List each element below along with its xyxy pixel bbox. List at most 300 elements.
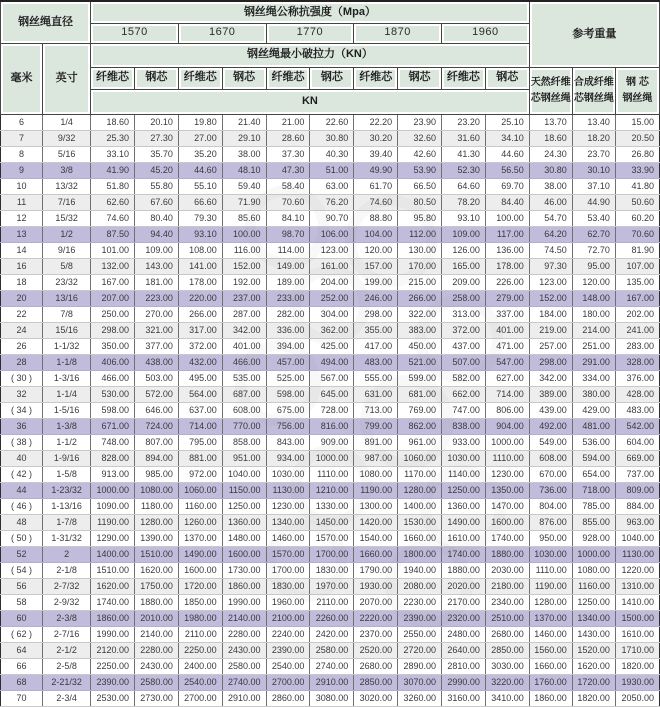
col-header-fiber-core: 纤维芯 xyxy=(442,67,486,89)
cell-value: 167.00 xyxy=(91,274,135,290)
col-header-min-break: 钢丝绳最小破拉力（KN） xyxy=(91,43,530,67)
cell-mm: 60 xyxy=(1,610,43,626)
cell-value: 298.00 xyxy=(91,322,135,338)
cell-value: 645.00 xyxy=(310,386,354,402)
cell-mm: 24 xyxy=(1,322,43,338)
cell-value: 80.50 xyxy=(398,194,442,210)
cell-value: 2110.00 xyxy=(178,626,222,642)
cell-value: 49.90 xyxy=(354,162,398,178)
cell-mm: 36 xyxy=(1,418,43,434)
cell-value: 432.00 xyxy=(178,354,222,370)
cell-value: 1360.00 xyxy=(442,498,486,514)
col-header-inch: 英寸 xyxy=(43,43,91,114)
cell-value: 84.10 xyxy=(266,210,310,226)
cell-value: 108.00 xyxy=(178,242,222,258)
cell-value: 1930.00 xyxy=(615,674,659,690)
cell-value: 13.70 xyxy=(529,114,572,130)
cell-inch: 1-13/16 xyxy=(43,498,91,514)
cell-value: 1450.00 xyxy=(310,514,354,530)
cell-value: 2850.00 xyxy=(485,642,529,658)
cell-value: 41.80 xyxy=(615,178,659,194)
cell-value: 1820.00 xyxy=(615,658,659,674)
cell-value: 608.00 xyxy=(529,450,572,466)
cell-value: 226.00 xyxy=(485,274,529,290)
cell-value: 126.00 xyxy=(442,242,486,258)
cell-value: 223.00 xyxy=(134,290,178,306)
cell-value: 47.30 xyxy=(266,162,310,178)
cell-value: 48.10 xyxy=(222,162,266,178)
cell-value: 3220.00 xyxy=(485,674,529,690)
cell-inch: 2 xyxy=(43,546,91,562)
cell-value: 394.00 xyxy=(266,338,310,354)
col-header-strength: 钢丝绳公称抗强度（Mpa） xyxy=(91,1,530,23)
cell-value: 27.00 xyxy=(178,130,222,146)
cell-value: 251.00 xyxy=(572,338,615,354)
cell-value: 1610.00 xyxy=(442,530,486,546)
cell-value: 51.00 xyxy=(310,162,354,178)
cell-value: 22.20 xyxy=(354,114,398,130)
cell-value: 33.90 xyxy=(615,162,659,178)
cell-inch: 1-31/32 xyxy=(43,530,91,546)
cell-value: 30.10 xyxy=(572,162,615,178)
cell-value: 1820.00 xyxy=(572,690,615,706)
label-line: 钢 芯 xyxy=(626,77,649,88)
cell-inch: 1-5/16 xyxy=(43,402,91,418)
cell-value: 44.60 xyxy=(485,146,529,162)
cell-value: 838.00 xyxy=(442,418,486,434)
cell-value: 1720.00 xyxy=(178,578,222,594)
cell-value: 130.00 xyxy=(398,242,442,258)
table-row xyxy=(1,338,660,354)
cell-value: 2020.00 xyxy=(442,578,486,594)
table-row xyxy=(1,178,660,194)
cell-value: 494.00 xyxy=(310,354,354,370)
cell-value: 1250.00 xyxy=(442,482,486,498)
cell-value: 1290.00 xyxy=(91,530,135,546)
cell-value: 2240.00 xyxy=(266,626,310,642)
col-header-steel-core: 钢芯 xyxy=(310,67,354,89)
cell-value: 809.00 xyxy=(615,482,659,498)
cell-value: 38.00 xyxy=(222,146,266,162)
cell-value: 2540.00 xyxy=(178,674,222,690)
cell-value: 535.00 xyxy=(222,370,266,386)
cell-mm: 22 xyxy=(1,306,43,322)
cell-value: 322.00 xyxy=(398,306,442,322)
cell-value: 337.00 xyxy=(485,306,529,322)
cell-value: 1130.00 xyxy=(266,482,310,498)
cell-value: 104.00 xyxy=(354,226,398,242)
table-row xyxy=(1,258,660,274)
table-row xyxy=(1,642,660,658)
cell-value: 71.90 xyxy=(222,194,266,210)
cell-inch: 15/16 xyxy=(43,322,91,338)
cell-value: 298.00 xyxy=(529,354,572,370)
cell-value: 714.00 xyxy=(178,418,222,434)
cell-value: 380.00 xyxy=(572,386,615,402)
cell-value: 1060.00 xyxy=(398,450,442,466)
cell-value: 62.70 xyxy=(572,226,615,242)
cell-inch: 9/16 xyxy=(43,242,91,258)
cell-value: 31.60 xyxy=(442,130,486,146)
cell-value: 23.90 xyxy=(398,114,442,130)
cell-value: 785.00 xyxy=(572,498,615,514)
cell-value: 112.00 xyxy=(398,226,442,242)
cell-value: 220.00 xyxy=(178,290,222,306)
cell-value: 1930.00 xyxy=(354,578,398,594)
cell-value: 107.00 xyxy=(615,258,659,274)
cell-inch: 2-1/2 xyxy=(43,642,91,658)
cell-value: 100.00 xyxy=(485,210,529,226)
cell-value: 250.00 xyxy=(91,306,135,322)
cell-mm: 26 xyxy=(1,338,43,354)
cell-value: 1310.00 xyxy=(615,578,659,594)
cell-value: 61.70 xyxy=(354,178,398,194)
cell-value: 608.00 xyxy=(222,402,266,418)
cell-value: 355.00 xyxy=(354,322,398,338)
cell-value: 24.30 xyxy=(529,146,572,162)
cell-value: 2260.00 xyxy=(310,610,354,626)
cell-value: 1620.00 xyxy=(572,658,615,674)
cell-inch: 9/32 xyxy=(43,130,91,146)
cell-value: 669.00 xyxy=(615,450,659,466)
col-header-steel-core-rope xyxy=(615,67,659,114)
cell-value: 1110.00 xyxy=(310,466,354,482)
cell-value: 737.00 xyxy=(615,466,659,482)
cell-value: 714.00 xyxy=(485,386,529,402)
cell-value: 627.00 xyxy=(485,370,529,386)
cell-value: 3070.00 xyxy=(398,674,442,690)
cell-mm: 18 xyxy=(1,274,43,290)
table-row xyxy=(1,418,660,434)
cell-value: 328.00 xyxy=(615,354,659,370)
cell-value: 3410.00 xyxy=(485,690,529,706)
cell-value: 120.00 xyxy=(354,242,398,258)
cell-value: 34.10 xyxy=(485,130,529,146)
cell-value: 862.00 xyxy=(398,418,442,434)
cell-value: 1700.00 xyxy=(266,562,310,578)
cell-value: 1720.00 xyxy=(572,674,615,690)
cell-value: 681.00 xyxy=(398,386,442,402)
cell-value: 136.00 xyxy=(485,242,529,258)
cell-value: 2580.00 xyxy=(134,674,178,690)
cell-value: 521.00 xyxy=(398,354,442,370)
cell-value: 72.70 xyxy=(572,242,615,258)
cell-value: 170.00 xyxy=(398,258,442,274)
cell-value: 2180.00 xyxy=(485,578,529,594)
cell-value: 1510.00 xyxy=(91,562,135,578)
cell-value: 2400.00 xyxy=(178,658,222,674)
table-row xyxy=(1,242,660,258)
cell-value: 594.00 xyxy=(572,450,615,466)
cell-value: 2580.00 xyxy=(222,658,266,674)
cell-inch: 1-3/8 xyxy=(43,418,91,434)
cell-inch: 2-1/8 xyxy=(43,562,91,578)
cell-value: 59.40 xyxy=(222,178,266,194)
cell-value: 1740.00 xyxy=(485,530,529,546)
cell-value: 1540.00 xyxy=(354,530,398,546)
cell-value: 1740.00 xyxy=(91,594,135,610)
cell-inch: 1/2 xyxy=(43,226,91,242)
cell-value: 97.30 xyxy=(529,258,572,274)
cell-value: 157.00 xyxy=(354,258,398,274)
cell-value: 928.00 xyxy=(572,530,615,546)
cell-inch: 2-3/8 xyxy=(43,610,91,626)
cell-value: 951.00 xyxy=(222,450,266,466)
cell-value: 266.00 xyxy=(398,290,442,306)
cell-value: 2850.00 xyxy=(354,674,398,690)
cell-value: 904.00 xyxy=(485,418,529,434)
cell-value: 377.00 xyxy=(134,338,178,354)
cell-value: 457.00 xyxy=(266,354,310,370)
cell-value: 20.10 xyxy=(134,114,178,130)
cell-inch: 1-9/16 xyxy=(43,450,91,466)
table-row xyxy=(1,530,660,546)
cell-value: 1400.00 xyxy=(91,546,135,562)
cell-value: 542.00 xyxy=(615,418,659,434)
cell-value: 84.40 xyxy=(485,194,529,210)
cell-value: 1250.00 xyxy=(222,498,266,514)
table-row xyxy=(1,466,660,482)
cell-value: 123.00 xyxy=(310,242,354,258)
cell-value: 1460.00 xyxy=(529,626,572,642)
cell-value: 109.00 xyxy=(134,242,178,258)
cell-value: 117.00 xyxy=(485,226,529,242)
cell-value: 401.00 xyxy=(485,322,529,338)
cell-value: 1600.00 xyxy=(222,546,266,562)
cell-value: 536.00 xyxy=(572,434,615,450)
cell-inch: 2-7/16 xyxy=(43,626,91,642)
cell-value: 219.00 xyxy=(529,322,572,338)
cell-value: 2640.00 xyxy=(442,642,486,658)
cell-value: 492.00 xyxy=(529,418,572,434)
cell-inch: 1-1/4 xyxy=(43,386,91,402)
cell-value: 1570.00 xyxy=(310,530,354,546)
cell-value: 1860.00 xyxy=(91,610,135,626)
cell-value: 1000.00 xyxy=(310,450,354,466)
cell-value: 799.00 xyxy=(354,418,398,434)
cell-value: 2010.00 xyxy=(134,610,178,626)
cell-value: 987.00 xyxy=(354,450,398,466)
cell-mm: ( 38 ) xyxy=(1,434,43,450)
cell-value: 30.20 xyxy=(354,130,398,146)
cell-value: 27.30 xyxy=(134,130,178,146)
cell-value: 909.00 xyxy=(310,434,354,450)
cell-mm: 9 xyxy=(1,162,43,178)
cell-value: 1700.00 xyxy=(310,546,354,562)
cell-value: 317.00 xyxy=(178,322,222,338)
cell-value: 1370.00 xyxy=(178,530,222,546)
cell-value: 55.80 xyxy=(134,178,178,194)
cell-value: 148.00 xyxy=(572,290,615,306)
table-row xyxy=(1,562,660,578)
cell-value: 637.00 xyxy=(178,402,222,418)
cell-value: 770.00 xyxy=(222,418,266,434)
table-row xyxy=(1,322,660,338)
cell-value: 1110.00 xyxy=(485,450,529,466)
cell-value: 1110.00 xyxy=(529,562,572,578)
cell-inch: 5/16 xyxy=(43,146,91,162)
cell-mm: 10 xyxy=(1,178,43,194)
cell-value: 670.00 xyxy=(529,466,572,482)
table-row xyxy=(1,626,660,642)
cell-value: 713.00 xyxy=(354,402,398,418)
cell-value: 662.00 xyxy=(442,386,486,402)
cell-value: 66.50 xyxy=(398,178,442,194)
cell-value: 2390.00 xyxy=(398,610,442,626)
cell-value: 15.00 xyxy=(615,114,659,130)
col-header-steel-core: 钢芯 xyxy=(485,67,529,89)
cell-value: 22.60 xyxy=(310,114,354,130)
cell-value: 1740.00 xyxy=(442,546,486,562)
col-header-synthetic-fiber-core-rope xyxy=(572,67,615,114)
table-row xyxy=(1,306,660,322)
cell-value: 1250.00 xyxy=(572,594,615,610)
cell-value: 572.00 xyxy=(134,386,178,402)
cell-value: 52.30 xyxy=(442,162,486,178)
cell-value: 1620.00 xyxy=(134,562,178,578)
cell-mm: 28 xyxy=(1,354,43,370)
cell-value: 62.60 xyxy=(91,194,135,210)
cell-value: 1080.00 xyxy=(354,466,398,482)
cell-value: 843.00 xyxy=(266,434,310,450)
cell-value: 178.00 xyxy=(178,274,222,290)
cell-value: 675.00 xyxy=(266,402,310,418)
cell-value: 74.60 xyxy=(354,194,398,210)
cell-value: 816.00 xyxy=(310,418,354,434)
cell-value: 2340.00 xyxy=(485,594,529,610)
cell-value: 881.00 xyxy=(178,450,222,466)
cell-value: 1350.00 xyxy=(485,482,529,498)
cell-value: 1150.00 xyxy=(222,482,266,498)
cell-value: 2050.00 xyxy=(615,690,659,706)
cell-value: 2140.00 xyxy=(134,626,178,642)
cell-value: 1660.00 xyxy=(354,546,398,562)
cell-value: 241.00 xyxy=(615,322,659,338)
cell-inch: 5/8 xyxy=(43,258,91,274)
cell-value: 1000.00 xyxy=(572,546,615,562)
table-row xyxy=(1,594,660,610)
table-row xyxy=(1,354,660,370)
cell-value: 74.50 xyxy=(529,242,572,258)
cell-mm: 13 xyxy=(1,226,43,242)
cell-inch: 7/8 xyxy=(43,306,91,322)
table-row xyxy=(1,610,660,626)
cell-value: 437.00 xyxy=(442,338,486,354)
cell-value: 44.90 xyxy=(572,194,615,210)
cell-value: 439.00 xyxy=(529,402,572,418)
cell-value: 933.00 xyxy=(442,434,486,450)
cell-value: 1040.00 xyxy=(222,466,266,482)
cell-value: 3030.00 xyxy=(485,658,529,674)
cell-value: 18.60 xyxy=(529,130,572,146)
cell-inch: 1-1/2 xyxy=(43,434,91,450)
cell-value: 51.80 xyxy=(91,178,135,194)
cell-value: 1220.00 xyxy=(615,562,659,578)
table-row xyxy=(1,498,660,514)
cell-value: 282.00 xyxy=(266,306,310,322)
cell-value: 1280.00 xyxy=(529,594,572,610)
cell-value: 417.00 xyxy=(354,338,398,354)
cell-value: 1520.00 xyxy=(572,642,615,658)
cell-value: 79.30 xyxy=(178,210,222,226)
cell-value: 37.10 xyxy=(572,178,615,194)
cell-value: 884.00 xyxy=(615,498,659,514)
col-header-mm: 毫米 xyxy=(1,43,43,114)
cell-value: 1430.00 xyxy=(572,626,615,642)
cell-value: 189.00 xyxy=(266,274,310,290)
cell-value: 1390.00 xyxy=(134,530,178,546)
col-header-grade-1770: 1770 xyxy=(266,23,354,43)
cell-value: 350.00 xyxy=(91,338,135,354)
cell-value: 35.20 xyxy=(178,146,222,162)
cell-value: 2680.00 xyxy=(354,658,398,674)
cell-value: 425.00 xyxy=(310,338,354,354)
cell-value: 362.00 xyxy=(310,322,354,338)
cell-inch: 13/32 xyxy=(43,178,91,194)
col-header-fiber-core: 纤维芯 xyxy=(91,67,135,89)
cell-value: 123.00 xyxy=(529,274,572,290)
cell-value: 161.00 xyxy=(310,258,354,274)
cell-value: 18.60 xyxy=(91,114,135,130)
col-header-kn-unit: KN xyxy=(91,89,530,114)
cell-value: 383.00 xyxy=(398,322,442,338)
cell-value: 2170.00 xyxy=(442,594,486,610)
cell-value: 894.00 xyxy=(134,450,178,466)
cell-value: 1180.00 xyxy=(134,498,178,514)
cell-value: 687.00 xyxy=(222,386,266,402)
cell-value: 1080.00 xyxy=(134,482,178,498)
cell-value: 78.20 xyxy=(442,194,486,210)
cell-value: 401.00 xyxy=(222,338,266,354)
cell-mm: ( 42 ) xyxy=(1,466,43,482)
cell-mm: ( 62 ) xyxy=(1,626,43,642)
cell-value: 20.50 xyxy=(615,130,659,146)
cell-value: 1860.00 xyxy=(529,690,572,706)
cell-value: 1500.00 xyxy=(615,610,659,626)
table-row xyxy=(1,402,660,418)
cell-value: 1130.00 xyxy=(615,546,659,562)
cell-value: 604.00 xyxy=(615,434,659,450)
cell-value: 2860.00 xyxy=(266,690,310,706)
cell-value: 64.60 xyxy=(442,178,486,194)
cell-value: 1960.00 xyxy=(266,594,310,610)
cell-value: 209.00 xyxy=(442,274,486,290)
cell-value: 2740.00 xyxy=(310,658,354,674)
cell-value: 1750.00 xyxy=(134,578,178,594)
table-row xyxy=(1,210,660,226)
cell-value: 1280.00 xyxy=(134,514,178,530)
cell-value: 233.00 xyxy=(266,290,310,306)
table-row xyxy=(1,546,660,562)
cell-value: 985.00 xyxy=(134,466,178,482)
cell-value: 143.00 xyxy=(134,258,178,274)
cell-value: 95.00 xyxy=(572,258,615,274)
table-row xyxy=(1,386,660,402)
cell-value: 167.00 xyxy=(615,290,659,306)
cell-value: 54.70 xyxy=(529,210,572,226)
cell-value: 342.00 xyxy=(222,322,266,338)
cell-mm: 40 xyxy=(1,450,43,466)
cell-value: 2730.00 xyxy=(134,690,178,706)
cell-value: 26.80 xyxy=(615,146,659,162)
table-row xyxy=(1,370,660,386)
cell-value: 53.40 xyxy=(572,210,615,226)
cell-value: 1030.00 xyxy=(529,546,572,562)
cell-inch: 2-7/32 xyxy=(43,578,91,594)
cell-value: 69.70 xyxy=(485,178,529,194)
cell-value: 598.00 xyxy=(91,402,135,418)
cell-value: 67.60 xyxy=(134,194,178,210)
